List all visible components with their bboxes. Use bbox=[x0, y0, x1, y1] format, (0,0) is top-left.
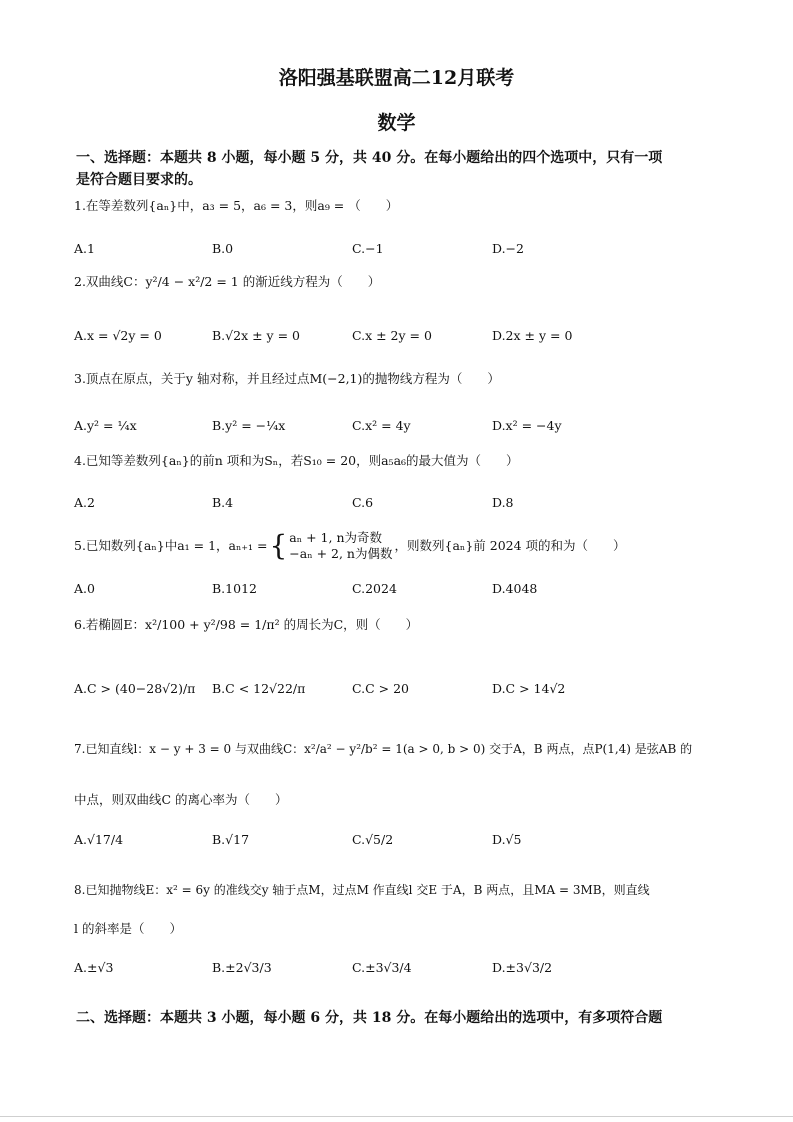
q6-option-b: B.C < 12√22/π bbox=[212, 681, 306, 696]
q5-case-even: −aₙ + 2, n为偶数 bbox=[289, 546, 393, 561]
section1-heading bbox=[76, 147, 736, 191]
q8-option-c: C.±3√3/4 bbox=[352, 960, 412, 975]
q5-brace: { bbox=[269, 529, 288, 562]
q1-option-d: D.−2 bbox=[492, 241, 524, 256]
q5-option-b: B.1012 bbox=[212, 581, 257, 596]
q7-option-b: B.√17 bbox=[212, 832, 250, 847]
q6-option-c: C.C > 20 bbox=[352, 681, 409, 696]
q2-option-a: A.x = √2y = 0 bbox=[74, 328, 162, 343]
q2-option-d: D.2x ± y = 0 bbox=[492, 328, 573, 343]
q5-option-d: D.4048 bbox=[492, 581, 538, 596]
q4-option-a: A.2 bbox=[74, 495, 95, 510]
q1-option-b: B.0 bbox=[212, 241, 234, 256]
question-2: 2.双曲线C：y²/4 − x²/2 = 1 的渐近线方程为（ ） bbox=[74, 274, 381, 289]
question-4: 4.已知等差数列{aₙ}的前n 项和为Sₙ，若S₁₀ = 20，则a₅a₆的最大值为（ ） bbox=[74, 453, 519, 468]
q5-case-odd: aₙ + 1, n为奇数 bbox=[289, 530, 383, 545]
q6-option-a: A.C > (40−28√2)/π bbox=[74, 681, 196, 696]
section1-heading-line2: 是符合题目要求的。 bbox=[76, 172, 202, 188]
question-1: 1.在等差数列{aₙ}中，a₃ = 5，a₆ = 3，则a₉ = （ ） bbox=[74, 198, 399, 213]
q8-option-a: A.±√3 bbox=[74, 960, 114, 975]
q8-option-b: B.±2√3/3 bbox=[212, 960, 272, 975]
q5-option-a: A.0 bbox=[74, 581, 95, 596]
question-8-line2: l 的斜率是（ ） bbox=[74, 921, 182, 936]
q5-option-c: C.2024 bbox=[352, 581, 397, 596]
q4-option-d: D.8 bbox=[492, 495, 514, 510]
question-7-line1: 7.已知直线l：x − y + 3 = 0 与双曲线C：x²/a² − y²/b² = 1(a > 0, b > 0) 交于A，B 两点，点P(1,4) 是弦AB 的 bbox=[74, 742, 693, 756]
q7-option-a: A.√17/4 bbox=[74, 832, 124, 847]
exam-subject: 数学 bbox=[377, 112, 416, 134]
q5-piecewise bbox=[269, 530, 392, 562]
question-7-line2: 中点，则双曲线C 的离心率为（ ） bbox=[74, 792, 288, 807]
q5-text-b: ，则数列{aₙ}前 2024 项的和为（ ） bbox=[394, 538, 626, 553]
q1-option-a: A.1 bbox=[74, 241, 95, 256]
q3-option-c: C.x² = 4y bbox=[352, 418, 411, 433]
q3-option-b: B.y² = −¼x bbox=[212, 418, 286, 433]
q4-option-b: B.4 bbox=[212, 495, 234, 510]
q2-option-c: C.x ± 2y = 0 bbox=[352, 328, 432, 343]
page-bottom-divider bbox=[0, 1116, 793, 1117]
q5-cases bbox=[289, 530, 392, 562]
section2-heading: 二、选择题：本题共 3 小题，每小题 6 分，共 18 分。在每小题给出的选项中，有多项符合题 bbox=[76, 1010, 663, 1026]
q8-option-d: D.±3√3/2 bbox=[492, 960, 553, 975]
q1-option-c: C.−1 bbox=[352, 241, 384, 256]
q7-option-c: C.√5/2 bbox=[352, 832, 394, 847]
section1-heading-line1: 一、选择题：本题共 8 小题，每小题 5 分，共 40 分。在每小题给出的四个选项中，只有一项 bbox=[76, 150, 663, 166]
question-5 bbox=[74, 530, 734, 562]
q3-option-a: A.y² = ¼x bbox=[74, 418, 137, 433]
question-3: 3.顶点在原点，关于y 轴对称，并且经过点M(−2,1)的抛物线方程为（ ） bbox=[74, 371, 500, 386]
q2-option-b: B.√2x ± y = 0 bbox=[212, 328, 300, 343]
q6-option-d: D.C > 14√2 bbox=[492, 681, 566, 696]
exam-title: 洛阳强基联盟高二12月联考 bbox=[278, 67, 515, 89]
q5-text-a: 5.已知数列{aₙ}中a₁ = 1，aₙ₊₁ = bbox=[74, 538, 268, 553]
q7-option-d: D.√5 bbox=[492, 832, 522, 847]
question-6: 6.若椭圆E：x²/100 + y²/98 = 1/π² 的周长为C，则（ ） bbox=[74, 617, 419, 632]
question-8-line1: 8.已知抛物线E：x² = 6y 的准线交y 轴于点M，过点M 作直线l 交E 于A，B 两点，且MA = 3MB，则直线 bbox=[74, 883, 650, 897]
q4-option-c: C.6 bbox=[352, 495, 374, 510]
q3-option-d: D.x² = −4y bbox=[492, 418, 562, 433]
